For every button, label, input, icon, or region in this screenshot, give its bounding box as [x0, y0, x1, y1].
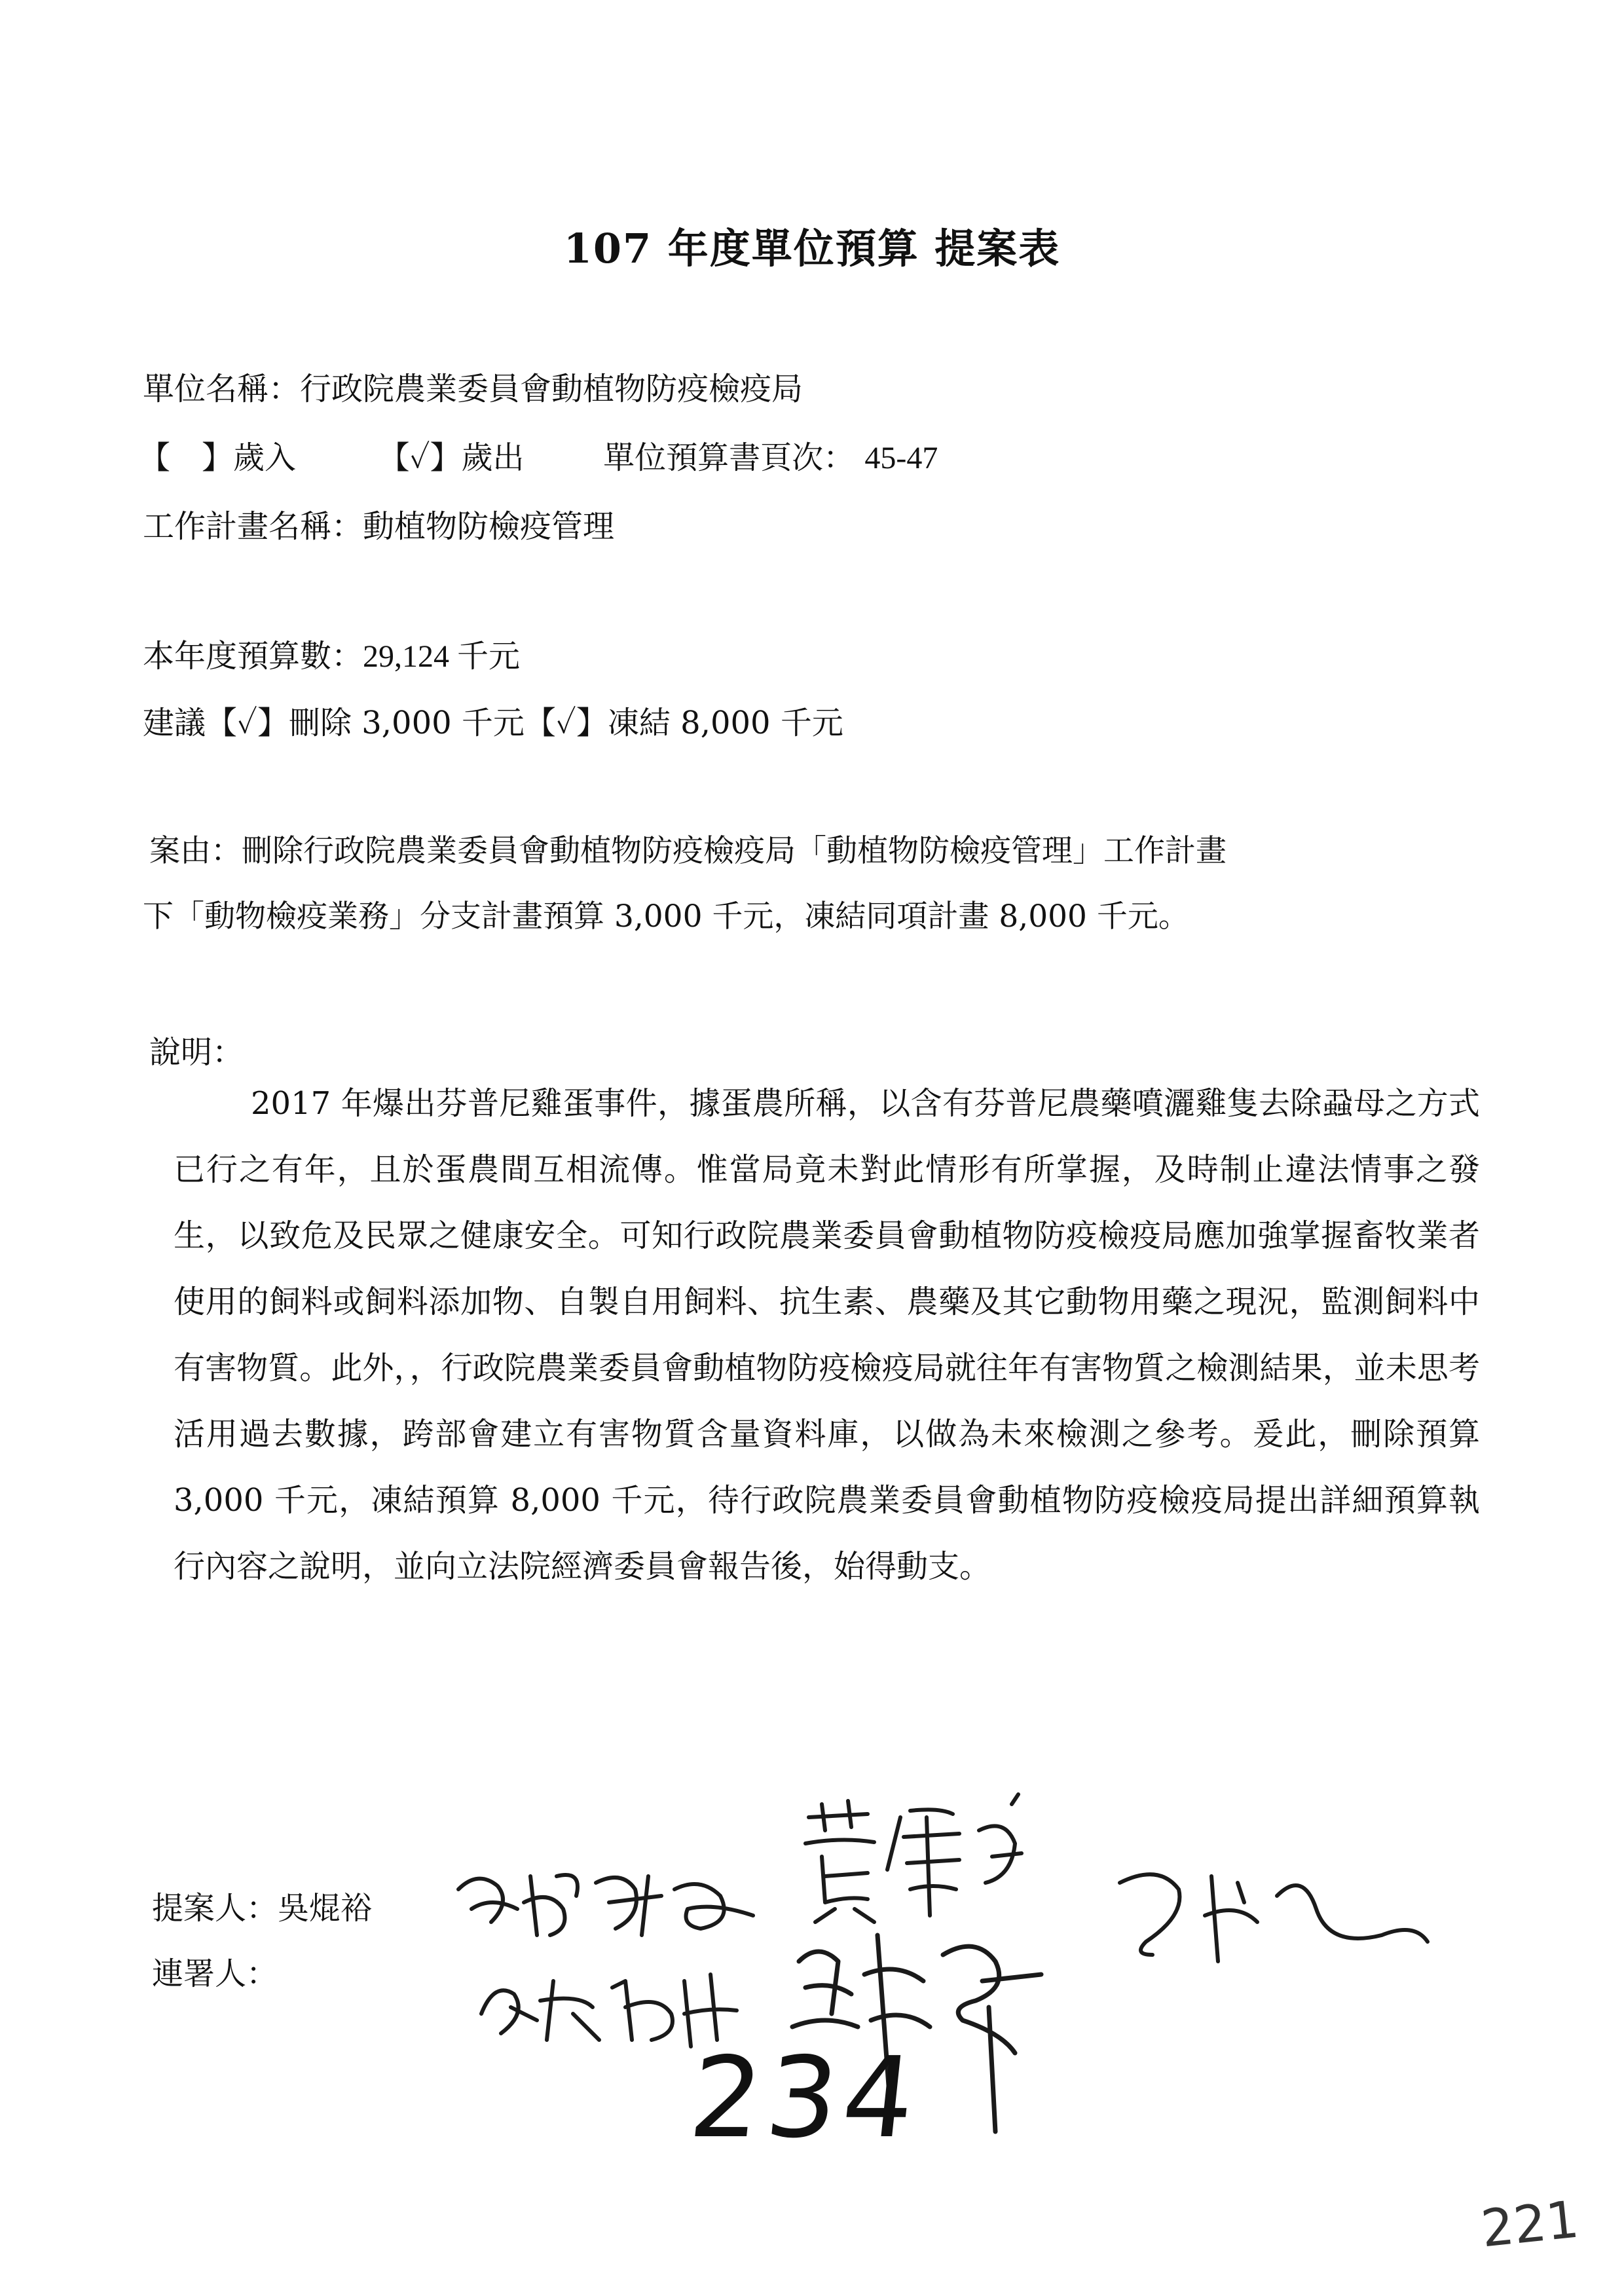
plan-row [143, 501, 614, 546]
unit-value: 行政院農業委員會動植物防疫檢疫局 [300, 371, 803, 407]
revenue-checkbox: 【 】 [139, 439, 234, 476]
proposer-row [152, 1883, 372, 1928]
revenue-label: 歲入 [233, 439, 297, 476]
expense-label: 歲出 [461, 439, 525, 476]
budget-row [143, 631, 520, 676]
suggestion-label: 建議 [143, 705, 206, 741]
proposer-label: 提案人： [152, 1890, 278, 1927]
freeze-amount: 凍結 8,000 千元 [607, 705, 843, 741]
unit-row [143, 363, 803, 409]
budget-page-label: 單位預算書頁次： [603, 439, 855, 476]
cosigner-label: 連署人： [152, 1955, 278, 1992]
budget-value: 29,124 千元 [363, 639, 521, 674]
signature-2 [796, 1791, 1031, 1929]
case-line-1: 案由：刪除行政院農業委員會動植物防疫檢疫局「動植物防檢疫管理」工作計畫 [149, 833, 1227, 869]
page-mark: 221 [1478, 2190, 1582, 2259]
delete-amount: 刪除 3,000 千元 [288, 705, 525, 741]
handwritten-number: 234 [684, 2033, 926, 2163]
explanation-paragraph: 2017 年爆出芬普尼雞蛋事件，據蛋農所稱，以含有芬普尼農藥噴灑雞隻去除蝨母之方式已行之有年，且於蛋農間互相流傳。惟當局竟未對此情形有所掌握，及時制止違法情事之發生，以致危及民眾之健康安全。可知行政院農業委員會動植物防疫檢疫局應加強掌握畜牧業者使用的飼料或飼料添加物、自製自用飼料、抗生素、農藥及其它動物用藥之現況，監測飼料中有害物質。此外，，行政院農業委員會動植物防疫檢疫局就往年有害物質之檢測結果，並未思考活用過去數據，跨部會建立有害物質含量資料庫，以做為未來檢測之參考。爰此，刪除預算 3,000 千元，凍結預算 8,000 千元，待行政院農業委員會動植物防疫檢疫局提出詳細預算執行內容之說明，並向立法院經濟委員會報告後，始得動支。 [174, 1085, 1480, 1585]
proposer-name: 吳焜裕 [278, 1890, 373, 1927]
suggestion-row [143, 697, 843, 743]
budget-label: 本年度預算數： [143, 638, 363, 675]
freeze-checkbox: 【✓】 [524, 705, 608, 741]
explanation-label: 說明： [149, 1034, 244, 1071]
expense-checkbox: 【✓】 [378, 439, 462, 476]
signature-1 [452, 1850, 760, 1948]
budget-page-value: 45-47 [864, 441, 938, 475]
signature-3 [1107, 1857, 1434, 1974]
plan-label: 工作計畫名稱： [143, 508, 363, 545]
unit-label: 單位名稱： [143, 371, 301, 407]
page-title: 107 年度單位預算 提案表 [563, 225, 1061, 272]
case-line-2: 下「動物檢疫業務」分支計畫預算 3,000 千元，凍結同項計畫 8,000 千元。 [143, 898, 1189, 935]
type-row [139, 432, 938, 477]
delete-checkbox: 【✓】 [206, 705, 289, 741]
plan-value: 動植物防檢疫管理 [363, 508, 615, 545]
